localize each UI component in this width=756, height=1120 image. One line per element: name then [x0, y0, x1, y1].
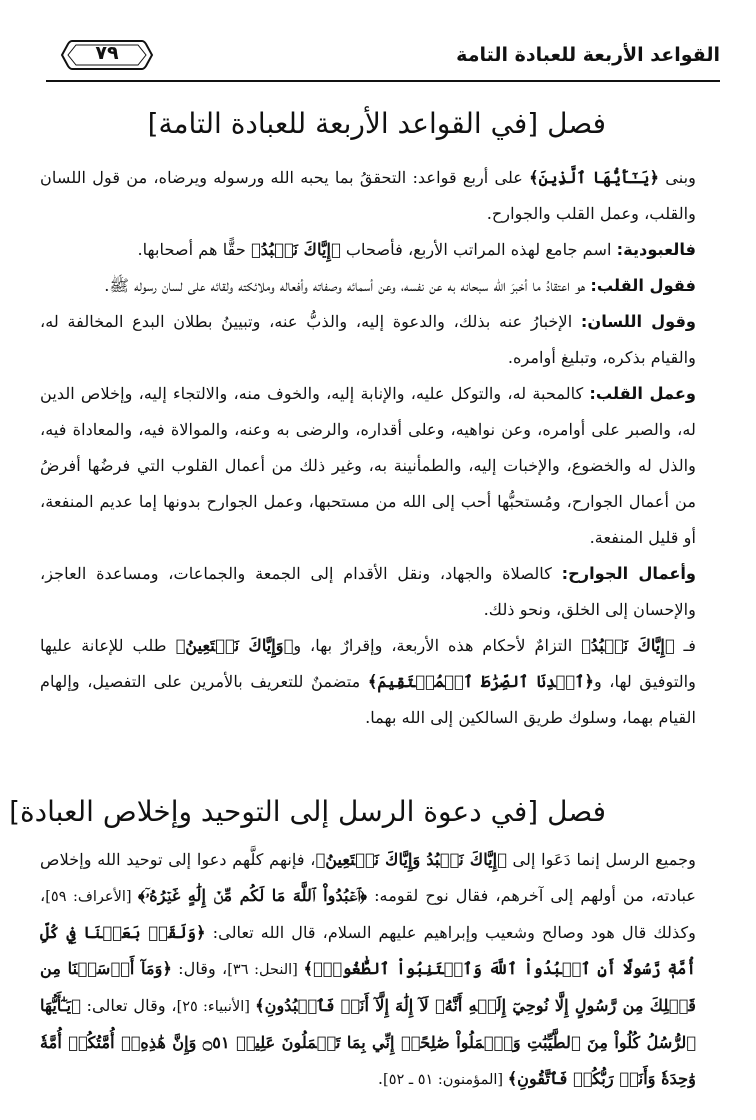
page-number: ٧٩	[95, 42, 119, 64]
section-1-body	[40, 160, 718, 736]
text: اسم جامع لهذه المراتب الأربع، فأصحاب	[340, 240, 617, 259]
quran-verse: ﴿وَمَآ أَرۡسَلۡنَا مِن قَبۡلِكَ مِن رَّسُولٍ إِلَّا نُوحِيٓ إِلَيۡهِ أَنَّهُۥ لَآ إِلَٰهَ إِلَّآ أَنَا۠ فَٱعۡبُدُونِ﴾	[40, 959, 696, 1015]
text: هو اعتقادُ ما أخبرَ الله سبحانه به عن نفسه، وعن أسمائه وصفاته وأفعاله وملائكته ولقائه على لسان رسوله ﷺ.	[104, 276, 591, 295]
term-label: وعمل القلب:	[589, 384, 696, 403]
term-label: وأعمال الجوارح:	[561, 564, 696, 583]
quran-verse: ﴿يَـٰٓأَيُّهَا ٱلَّذِينَ﴾	[529, 168, 660, 187]
paragraph	[40, 376, 718, 556]
text: ، فإنهم كلَّهم دعوا إلى توحيد الله وإخلاص عبادته، من أولهم إلى آخرهم، فقال نوح لقومه:	[40, 850, 696, 905]
quran-verse: ﴿ٱهۡدِنَا ٱلصِّرَٰطَ ٱلۡمُسۡتَقِيمَ﴾	[367, 672, 594, 691]
quran-verse: ﴿ٱعۡبُدُواْ ٱللَّهَ مَا لَكُم مِّنۡ إِلَٰهٍ غَيۡرُهُۥٓ﴾	[138, 886, 368, 905]
text: التزامٌ لأحكام هذه الأربعة، وإقرارٌ بها، و	[293, 636, 582, 655]
term-label: فقول القلب:	[590, 276, 696, 295]
paragraph	[40, 160, 718, 232]
page-number-badge	[60, 38, 154, 72]
paragraph	[40, 628, 718, 736]
verse-reference: [النحل: ٣٦]	[227, 962, 304, 978]
term-label: فالعبودية:	[616, 240, 696, 259]
running-title: القواعد الأربعة للعبادة التامة	[456, 44, 720, 66]
header-rule	[46, 80, 720, 82]
paragraph	[40, 556, 718, 628]
quran-verse: ﴿وَإِيَّاكَ نَسۡتَعِينُ﴾	[175, 636, 294, 655]
paragraph	[40, 268, 718, 304]
text: كالمحبة له، والتوكل عليه، والإنابة إليه، والخوف منه، والالتجاء إليه، وإخلاص الدين له، والصبر على أوامره، وعن نواهيه، وعلى أقداره، والرضى به وعنه، والموالاة فيه، والمعاداة فيه، والذل له والخضوع، والإخبات إليه، والطمأنينة به، وغير ذلك من أعمال القلوب التي فرضُها أفرضُ من أعمال الجوارح، ومُستحبُّها أحب إلى الله من مستحبها، وعمل الجوارح بدونها إما عديم المنفعة، أو قليل المنفعة.	[40, 384, 696, 547]
text: ، وكذلك قال هود وصالح وشعيب وإبراهيم عليهم السلام، قال الله تعالى:	[40, 886, 696, 942]
quran-verse: ﴿إِيَّاكَ نَعۡبُدُ﴾	[581, 636, 675, 655]
verse-reference: [الأعراف: ٥٩]	[45, 889, 139, 905]
text: طلب للإعانة عليها والتوفيق لها، و	[40, 636, 696, 691]
quran-verse: ﴿يَـٰٓأَيُّهَا ٱلرُّسُلُ كُلُواْ مِنَ ٱلطَّيِّبَٰتِ وَٱعۡمَلُواْ صَٰلِحًاۖ إِنِّي بِمَا تَعۡمَلُونَ عَلِيمٞ ۝٥١ وَإِنَّ هَٰذِهِۦٓ أُمَّتُكُمۡ أُمَّةٗ وَٰحِدَةٗ وَأَنَا۠ رَبُّكُمۡ فَٱتَّقُونِ﴾	[40, 996, 696, 1088]
section-heading-1: فصل [في القواعد الأربعة للعبادة التامة]	[147, 107, 606, 140]
text: ، وقال تعالى:	[80, 996, 177, 1015]
text: فـ	[674, 636, 696, 655]
text: الإخبارُ عنه بذلك، والدعوة إليه، والذبُّ عنه، وتبيينُ بطلان البدع المخالفة له، والقيام بذكره، وتبليغ أوامره.	[40, 312, 696, 367]
paragraph	[40, 232, 718, 268]
text: وجميع الرسل إنما دَعَوا إلى	[506, 850, 696, 869]
term-label: وقول اللسان:	[580, 312, 696, 331]
section-heading-2: فصل [في دعوة الرسل إلى التوحيد وإخلاص العبادة]	[9, 795, 606, 828]
quran-verse: ﴿إِيَّاكَ نَعۡبُدُ وَإِيَّاكَ نَسۡتَعِينُ﴾	[315, 850, 507, 869]
text: .	[377, 1069, 384, 1088]
text: على أربع قواعد: التحققُ بما يحبه الله ورسوله ويرضاه، من قول اللسان والقلب، وعمل القلب والجوارح.	[40, 168, 696, 223]
running-header	[46, 34, 720, 78]
verse-reference: [المؤمنون: ٥١ ـ ٥٢]	[383, 1072, 508, 1088]
text: متضمنٌ للتعريف بالأمرين على التفصيل، وإلهام القيام بهما، وسلوك طريق السالكين إلى الله بهما.	[40, 672, 696, 727]
text: كالصلاة والجهاد، ونقل الأقدام إلى الجمعة والجماعات، ومساعدة العاجز، والإحسان إلى الخلق، ونحو ذلك.	[40, 564, 696, 619]
text: وبنى	[659, 168, 696, 187]
paragraph	[40, 842, 718, 1098]
section-2-body	[40, 842, 718, 1098]
text: ، وقال:	[171, 959, 228, 978]
quran-verse: ﴿إِيَّاكَ نَعۡبُدُ﴾	[251, 240, 341, 259]
paragraph	[40, 304, 718, 376]
text: حقًّا هم أصحابها.	[137, 240, 252, 259]
quran-verse: ﴿وَلَقَدۡ بَعَثۡنَا فِي كُلِّ أُمَّةٖ رَّسُولًا أَنِ ٱعۡبُدُواْ ٱللَّهَ وَٱجۡتَنِبُواْ ٱلطَّٰغُوتَۖ﴾	[40, 923, 697, 978]
verse-reference: [الأنبياء: ٢٥]	[176, 999, 256, 1015]
